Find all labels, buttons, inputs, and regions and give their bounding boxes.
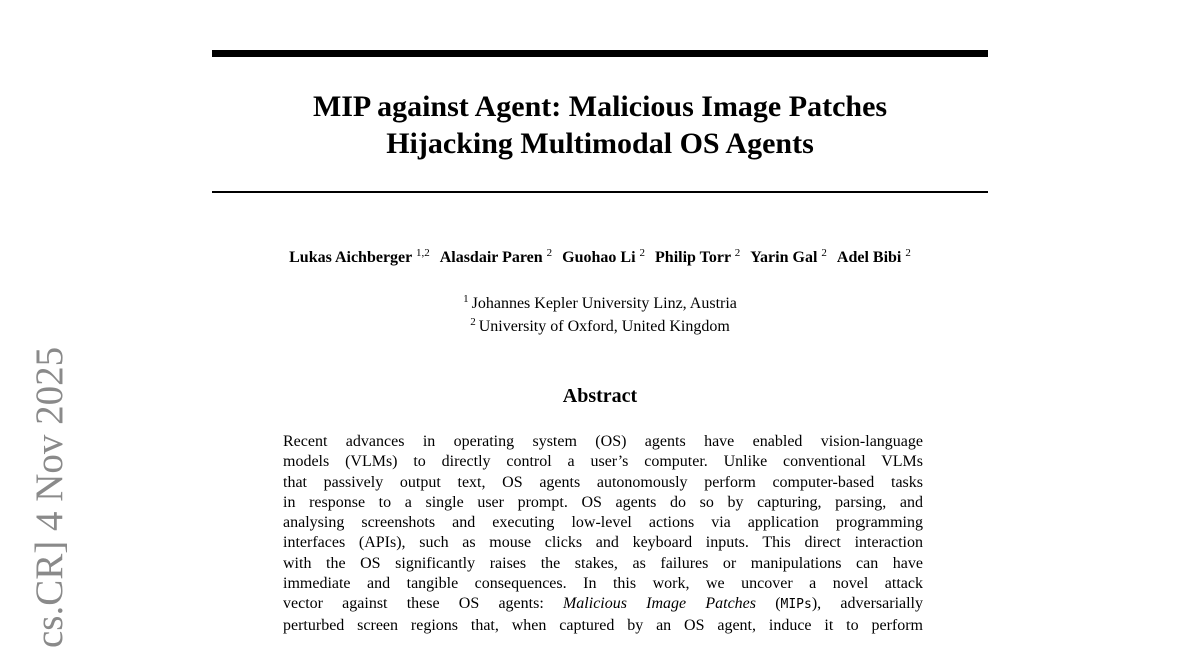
author-list — [150, 247, 1050, 269]
abstract-line: interfaces (APIs), such as mouse clicks and keyboard inputs. This direct interaction — [283, 534, 923, 552]
author-name: Adel Bibi — [836, 249, 902, 266]
title-bottom-rule — [212, 191, 988, 193]
paper-title-line-2: Hijacking Multimodal OS Agents — [386, 127, 814, 160]
author-affil-mark: 2 — [546, 247, 553, 259]
author-3 — [562, 249, 645, 266]
abstract-line: with the OS significantly raises the stakes, as failures or manipulations can have — [283, 554, 923, 572]
affiliation-list — [212, 292, 988, 338]
abstract-text: ), adversarially — [811, 595, 923, 613]
abstract-heading: Abstract — [562, 385, 638, 407]
affiliation-name: Johannes Kepler University Linz, Austria — [471, 295, 737, 312]
affiliation-mark: 1 — [463, 293, 469, 305]
author-affil-mark: 2 — [639, 247, 646, 259]
author-4 — [655, 249, 740, 266]
affiliation-mark: 2 — [470, 316, 476, 328]
abstract-line: in response to a single user prompt. OS agents do so by capturing, parsing, and — [283, 493, 923, 511]
author-name: Philip Torr — [655, 249, 731, 266]
abstract-line: analysing screenshots and executing low-level actions via application programming — [283, 514, 923, 532]
affiliation-name: University of Oxford, United Kingdom — [478, 318, 730, 335]
affiliation-2 — [212, 315, 988, 338]
abstract-line: models (VLMs) to directly control a user’s computer. Unlike conventional VLMs — [283, 453, 923, 471]
abstract-term-italic: Malicious Image Patches — [562, 595, 756, 613]
author-5 — [750, 249, 827, 266]
abstract-text: vector against these OS agents: — [283, 595, 563, 613]
abstract-line-mips — [283, 594, 923, 615]
author-1 — [289, 249, 430, 266]
abstract-line: Recent advances in operating system (OS) agents have enabled vision-language — [283, 433, 923, 450]
author-name: Yarin Gal — [750, 249, 818, 266]
author-2 — [440, 249, 552, 266]
abstract-line: perturbed screen regions that, when captured by an OS agent, induce it to perform — [283, 616, 923, 634]
author-affil-mark: 2 — [905, 247, 911, 259]
abstract-term-mono: MIPs — [780, 597, 812, 613]
abstract-line: immediate and tangible consequences. In this work, we uncover a novel attack — [283, 575, 923, 593]
title-top-rule — [212, 50, 988, 57]
author-name: Guohao Li — [562, 249, 636, 266]
author-affil-mark: 2 — [821, 247, 827, 259]
paper-title — [212, 88, 988, 162]
abstract-body — [283, 432, 923, 636]
arxiv-side-stamp: cs.CR] 4 Nov 2025 — [28, 346, 71, 648]
author-affil-mark: 2 — [734, 247, 741, 259]
paper-title-line-1: MIP against Agent: Malicious Image Patches — [312, 90, 888, 123]
author-6 — [837, 249, 911, 266]
author-affil-mark: 1,2 — [415, 247, 430, 259]
abstract-text: ( — [756, 595, 781, 613]
affiliation-1 — [212, 292, 988, 315]
author-name: Alasdair Paren — [439, 249, 543, 266]
abstract-line: that passively output text, OS agents autonomously perform computer-based tasks — [283, 473, 923, 491]
author-name: Lukas Aichberger — [289, 249, 412, 266]
